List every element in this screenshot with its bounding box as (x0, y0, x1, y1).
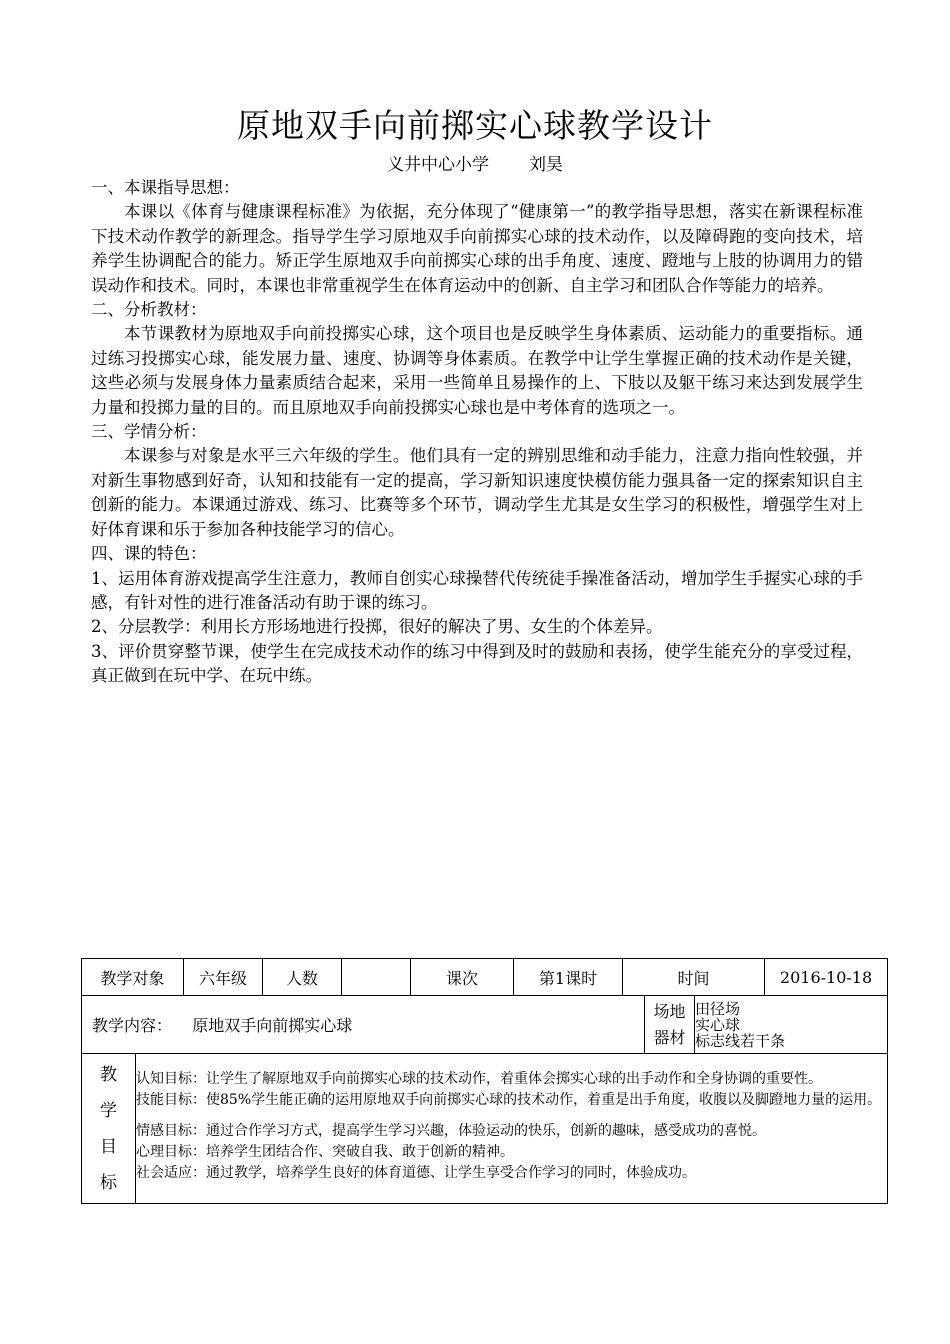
goal-cognitive: 认知目标：让学生了解原地双手向前掷实心球的技术动作，着重体会掷实心球的出手动作和全身协调的重要性。 (136, 1071, 822, 1087)
section-paragraph: 本节课教材为原地双手向前投掷实心球，这个项目也是反映学生身体素质、运动能力的重要指标。通过练习投掷实心球，能发展力量、速度、协调等身体素质。在教学中让学生掌握正确的技术动作是关键，这些必须与发展身体力量素质结合起来，采用一些简单且易操作的上、下肢以及躯干练习来达到发展学生力量和投掷力量的目的。而且原地双手向前投掷实心球也是中考体育的选项之一。 (91, 324, 863, 417)
document-body (91, 176, 863, 689)
venue-label-1: 场地 (653, 1001, 686, 1021)
lesson-info-table (81, 958, 888, 1204)
target-value: 六年级 (184, 959, 263, 996)
section-heading: 四、课的特色： (91, 544, 207, 564)
target-label: 教学对象 (82, 959, 184, 996)
equipment-item: 实心球 (695, 1015, 741, 1034)
lesson-value: 第1课时 (514, 959, 623, 996)
equipment-item: 标志线若干条 (695, 1031, 786, 1050)
content-value: 原地双手向前掷实心球 (192, 1016, 353, 1035)
section-heading: 三、学情分析： (91, 422, 207, 442)
goals-label-char: 学 (100, 1100, 117, 1121)
section-heading: 一、本课指导思想： (91, 178, 240, 197)
count-label: 人数 (263, 959, 342, 996)
goal-psychology: 心理目标：培养学生团结合作、突破自我、敢于创新的精神。 (136, 1144, 514, 1160)
venue-label-2: 器材 (653, 1027, 686, 1047)
school-name: 义井中心小学 (387, 155, 489, 175)
section-paragraph: 本课以《体育与健康课程标准》为依据，充分体现了“健康第一”的教学指导思想，落实在新课程标准下技术动作教学的新理念。指导学生学习原地双手向前掷实心球的技术动作，以及障碍跑的变向技术，培养学生协调配合的能力。矫正学生原地双手向前掷实心球的出手角度、速度、蹬地与上肢的协调用力的错误动作和技术。同时，本课也非常重视学生在体育运动中的创新、自主学习和团队合作等能力的培养。 (91, 202, 863, 295)
goal-emotion: 情感目标：通过合作学习方式，提高学生学习兴趣，体验运动的快乐，创新的趣味，感受成功的喜悦。 (136, 1123, 766, 1139)
venue-label (645, 996, 695, 1054)
feature-item: 2、分层教学：利用长方形场地进行投掷，很好的解决了男、女生的个体差异。 (91, 617, 663, 637)
goal-skill: 技能目标：使85%学生能正确的运用原地双手向前掷实心球的技术动作，着重是出手角度，收腹以及脚蹬地力量的运用。 (136, 1092, 882, 1108)
goals-label-char: 标 (100, 1172, 117, 1193)
author-line (0, 150, 950, 175)
document-title: 原地双手向前掷实心球教学设计 (237, 106, 713, 145)
equipment-list (695, 996, 888, 1054)
feature-item: 1、运用体育游戏提高学生注意力，教师自创实心球操替代传统徒手操准备活动，增加学生手握实心球的手感，有针对性的进行准备活动有助于课的练习。 (91, 568, 863, 612)
author-name: 刘昊 (529, 155, 563, 175)
goals-label-char: 目 (100, 1136, 117, 1157)
lesson-label: 课次 (411, 959, 514, 996)
time-value: 2016-10-18 (765, 959, 888, 996)
goal-social: 社会适应：通过教学，培养学生良好的体育道德、让学生享受合作学习的同时，体验成功。 (136, 1165, 696, 1181)
equipment-item: 田径场 (695, 999, 741, 1018)
content-cell (82, 996, 645, 1054)
time-label: 时间 (623, 959, 765, 996)
content-label: 教学内容： (92, 1016, 173, 1035)
goals-label (82, 1054, 136, 1204)
goals-label-char: 教 (100, 1064, 117, 1085)
section-paragraph: 本课参与对象是水平三六年级的学生。他们具有一定的辨别思维和动手能力，注意力指向性较强，并对新生事物感到好奇，认知和技能有一定的提高，学习新知识速度快模仿能力强具备一定的探索知识自主创新的能力。本课通过游戏、练习、比赛等多个环节，调动学生尤其是女生学习的积极性，增强学生对上好体育课和乐于参加各种技能学习的信心。 (91, 446, 863, 539)
goals-cell (136, 1054, 888, 1204)
section-heading: 二、分析教材： (91, 300, 207, 320)
feature-item: 3、评价贯穿整节课，使学生在完成技术动作的练习中得到及时的鼓励和表扬，使学生能充分的享受过程，真正做到在玩中学、在玩中练。 (91, 641, 863, 686)
count-value (342, 959, 411, 996)
